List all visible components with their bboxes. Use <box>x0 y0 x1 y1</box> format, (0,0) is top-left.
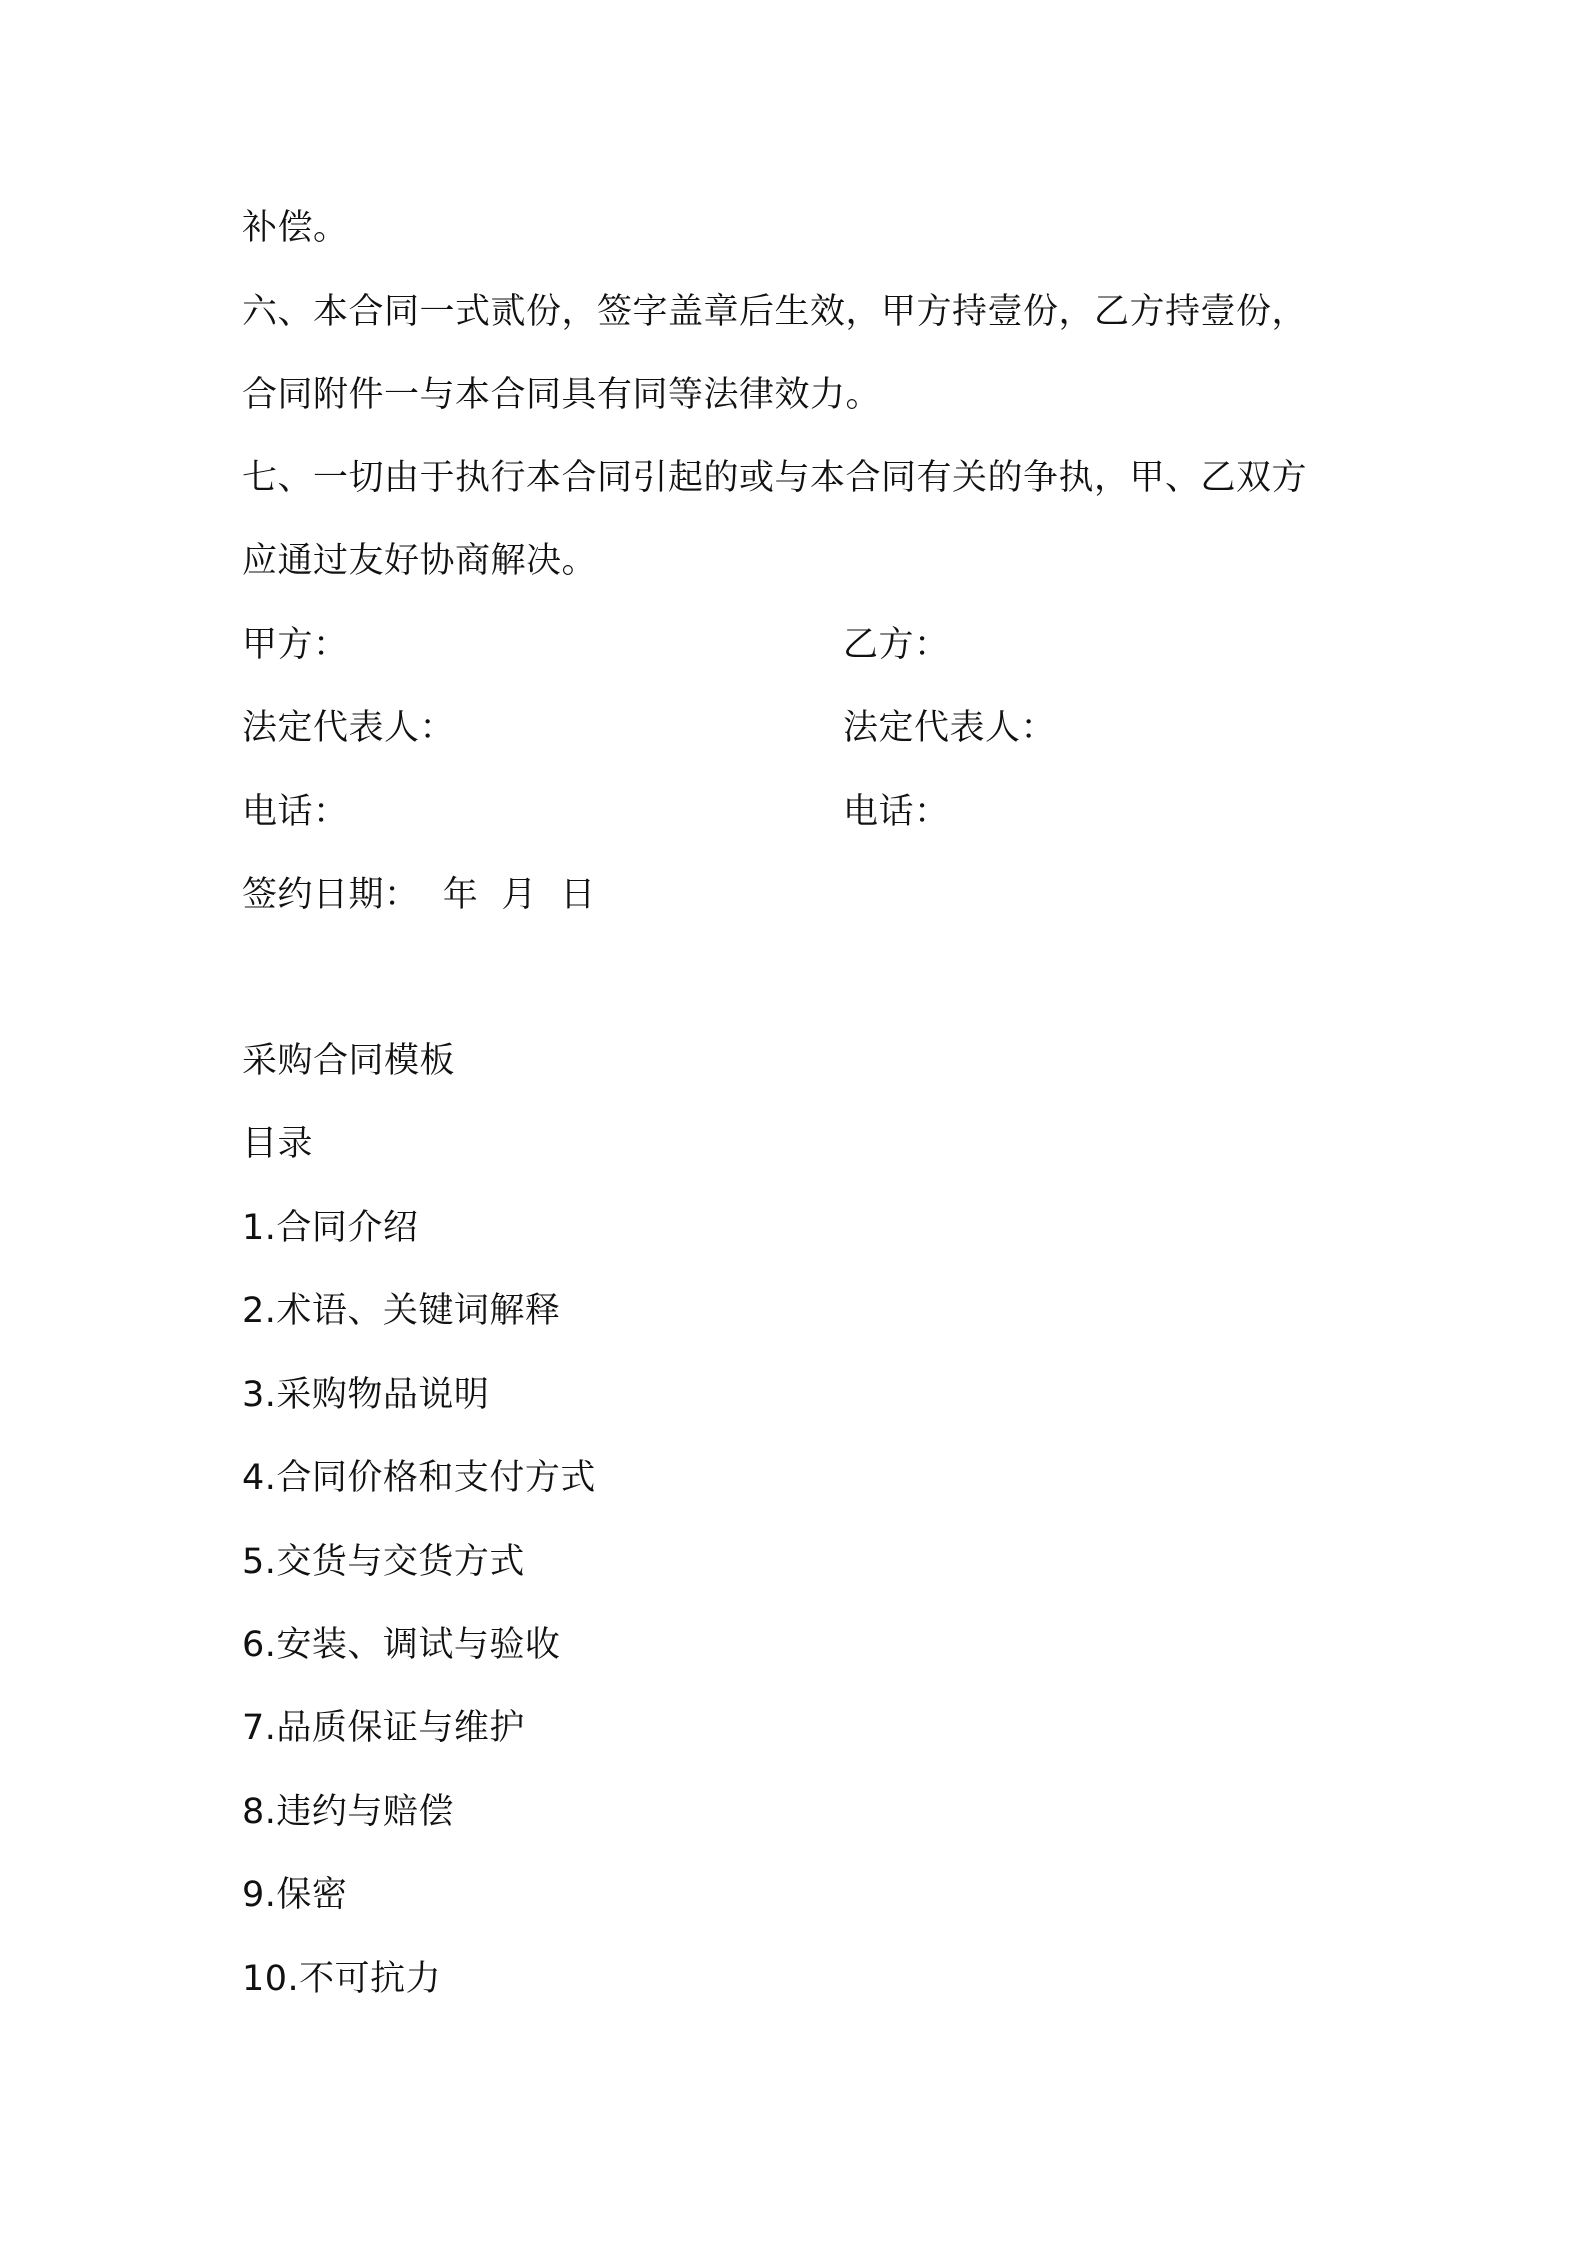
toc-item: 9.保密 <box>242 1875 348 1915</box>
toc-item: 8.违约与赔偿 <box>242 1792 454 1832</box>
toc-item: 4.合同价格和支付方式 <box>242 1458 596 1498</box>
party-b-label: 乙方： <box>843 625 950 665</box>
signing-date-label: 签约日期： 年 月 日 <box>242 875 596 915</box>
representative-b-label: 法定代表人： <box>843 708 1057 748</box>
paragraph-ending: 补偿。 <box>242 208 349 248</box>
toc-item: 3.采购物品说明 <box>242 1375 490 1415</box>
representative-a-label: 法定代表人： <box>242 708 456 748</box>
clause-7-line-1: 七、一切由于执行本合同引起的或与本合同有关的争执，甲、乙双方 <box>242 458 1308 498</box>
template-title: 采购合同模板 <box>242 1041 456 1081</box>
toc-item: 10.不可抗力 <box>242 1959 442 1999</box>
toc-item: 7.品质保证与维护 <box>242 1708 525 1748</box>
toc-title: 目录 <box>242 1124 314 1164</box>
toc-item: 5.交货与交货方式 <box>242 1542 525 1582</box>
party-a-label: 甲方： <box>242 625 349 665</box>
toc-item: 1.合同介绍 <box>242 1208 419 1248</box>
clause-6-line-1: 六、本合同一式贰份，签字盖章后生效，甲方持壹份，乙方持壹份， <box>242 292 1308 332</box>
toc-item: 2.术语、关键词解释 <box>242 1291 561 1331</box>
phone-a-label: 电话： <box>242 792 349 832</box>
toc-item: 6.安装、调试与验收 <box>242 1625 561 1665</box>
clause-6-line-2: 合同附件一与本合同具有同等法律效力。 <box>242 375 882 415</box>
phone-b-label: 电话： <box>843 792 950 832</box>
clause-7-line-2: 应通过友好协商解决。 <box>242 541 598 581</box>
